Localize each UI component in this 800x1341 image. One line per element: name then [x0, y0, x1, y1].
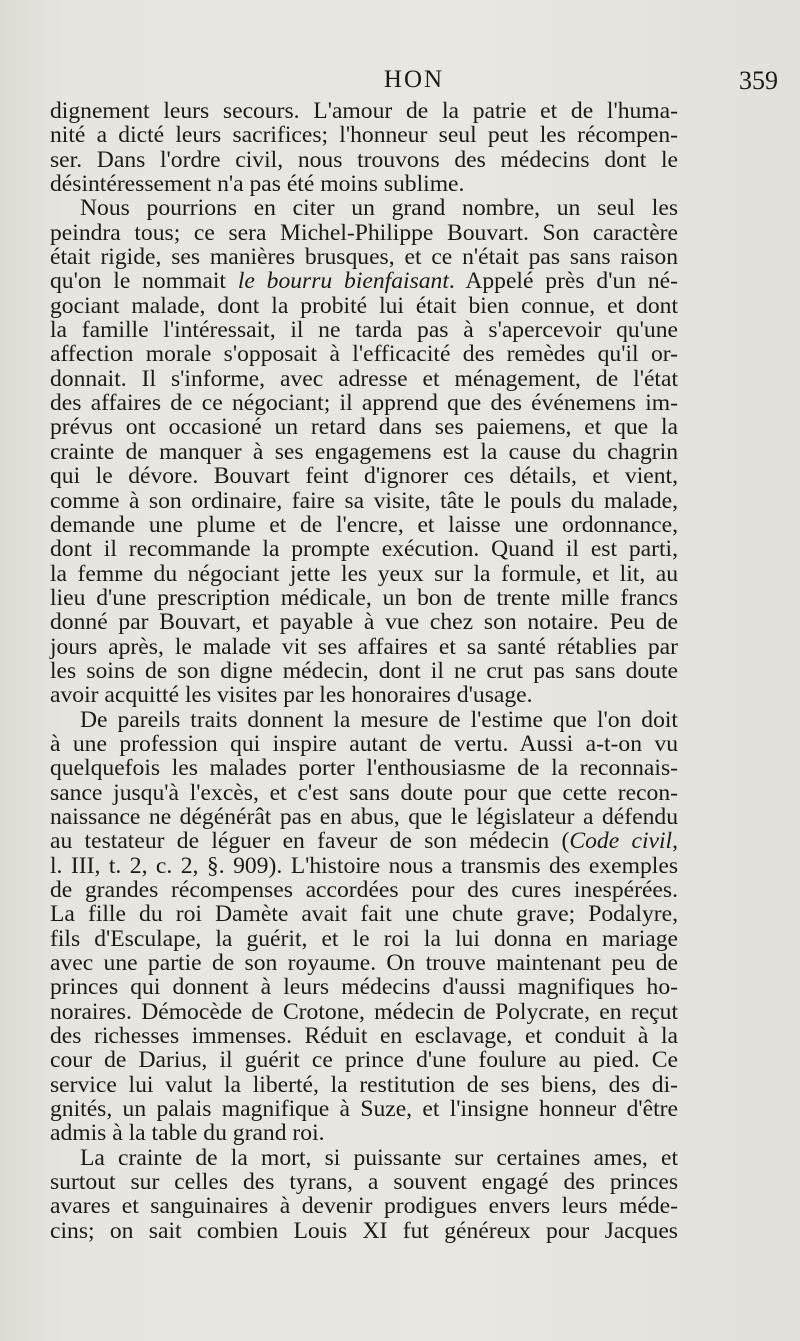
text-line: gnités, un palais magnifique à Suze, et l'insigne honneur d'être [50, 1096, 678, 1123]
text-line: avec une partie de son royaume. On trouve maintenant peu de [50, 950, 678, 977]
text-line: des affaires de ce négociant; il apprend que des événemens im- [50, 390, 678, 417]
text-line: cour de Darius, il guérit ce prince d'une foulure au pied. Ce [50, 1047, 678, 1074]
italic-text: Code civil [569, 828, 673, 855]
text-line: donné par Bouvart, et payable à vue chez son notaire. Peu de [50, 609, 678, 636]
text-line: dignement leurs secours. L'amour de la patrie et de l'huma- [50, 98, 678, 124]
page-number: 359 [739, 66, 778, 95]
italic-text: le bourru bienfaisant [237, 268, 449, 295]
text-line: la femme du négociant jette les yeux sur la formule, et lit, au [50, 560, 678, 587]
text-segment: . Appelé près d'un né- [448, 268, 678, 295]
text-line: La crainte de la mort, si puissante sur certaines ames, et [80, 1144, 678, 1171]
text-line: avoir acquitté les visites par les honoraires d'usage. [50, 682, 533, 709]
text-line: crainte de manquer à ses engagemens est la cause du chagrin [50, 438, 678, 465]
text-line: donnait. Il s'informe, avec adresse et ménagement, de l'état [50, 365, 678, 392]
text-line: la famille l'intéressait, il ne tarda pas à s'apercevoir qu'une [50, 317, 678, 344]
text-line: nité a dicté leurs sacrifices; l'honneur seul peut les récompen- [50, 122, 678, 149]
text-line: De pareils traits donnent la mesure de l'estime que l'on doit [80, 706, 678, 733]
text-line: qui le dévore. Bouvart feint d'ignorer ces détails, et vient, [50, 463, 678, 490]
text-line: affection morale s'opposait à l'efficacité des remèdes qu'il or- [50, 341, 678, 368]
running-head: HON [383, 66, 445, 93]
text-line: cins; on sait combien Louis XI fut généreux pour Jacques [50, 1217, 678, 1244]
text-line: quelquefois les malades porter l'enthousiasme de la reconnais- [50, 755, 678, 782]
text-line: demande une plume et de l'encre, et laisse une ordonnance, [50, 511, 678, 538]
text-line: l. III, t. 2, c. 2, §. 909). L'histoire nous a transmis des exemples [50, 852, 678, 879]
text-line: peindra tous; ce sera Michel-Philippe Bouvart. Son caractère [50, 219, 678, 246]
text-line: surtout sur celles des tyrans, a souvent engagé des princes [50, 1169, 678, 1196]
text-line: ser. Dans l'ordre civil, nous trouvons des médecins dont le [50, 146, 678, 173]
text-segment: qu'on le nommait [50, 268, 238, 295]
text-line: désintéressement n'a pas été moins sublime. [50, 171, 465, 198]
text-line: était rigide, ses manières brusques, et ce n'était pas sans raison [50, 244, 678, 271]
text-line: les soins de son digne médecin, dont il ne crut pas sans doute [50, 657, 678, 684]
text-line: lieu d'une prescription médicale, un bon de trente mille francs [50, 584, 678, 611]
text-line: La fille du roi Damète avait fait une chute grave; Podalyre, [50, 901, 678, 928]
text-line: gociant malade, dont la probité lui était bien connue, et dont [50, 292, 678, 319]
text-line: comme à son ordinaire, faire sa visite, tâte le pouls du malade, [50, 487, 678, 514]
text-segment: , [672, 828, 678, 855]
text-line: des richesses immenses. Réduit en esclavage, et conduit à la [50, 1023, 678, 1050]
text-line: noraires. Démocède de Crotone, médecin de Polycrate, en reçut [50, 998, 678, 1025]
text-line: service lui valut la liberté, la restitution de ses biens, des di- [50, 1071, 678, 1098]
text-line: prévus ont occasioné un retard dans ses paiemens, et que la [50, 414, 678, 441]
text-line: dont il recommande la prompte exécution. Quand il est parti, [50, 536, 678, 563]
body-text [50, 99, 678, 1243]
text-line: sance jusqu'à l'excès, et c'est sans doute pour que cette recon- [50, 779, 678, 806]
text-line: Nous pourrions en citer un grand nombre, un seul les [80, 195, 678, 222]
text-line: à une profession qui inspire autant de vertu. Aussi a-t-on vu [50, 730, 678, 757]
text-line: avares et sanguinaires à devenir prodigues envers leurs méde- [50, 1193, 678, 1220]
text-line [50, 829, 678, 853]
text-line: fils d'Esculape, la guérit, et le roi la lui donna en mariage [50, 925, 678, 952]
text-line [50, 269, 678, 293]
text-line: de grandes récompenses accordées pour des cures inespérées. [50, 877, 678, 903]
text-line: princes qui donnent à leurs médecins d'aussi magnifiques ho- [50, 974, 678, 1001]
text-line: naissance ne dégénérât pas en abus, que le législateur a défendu [50, 803, 678, 830]
text-line: admis à la table du grand roi. [50, 1120, 325, 1147]
text-line: jours après, le malade vit ses affaires et sa santé rétablies par [50, 633, 678, 660]
text-segment: au testateur de léguer en faveur de son médecin ( [50, 828, 570, 855]
